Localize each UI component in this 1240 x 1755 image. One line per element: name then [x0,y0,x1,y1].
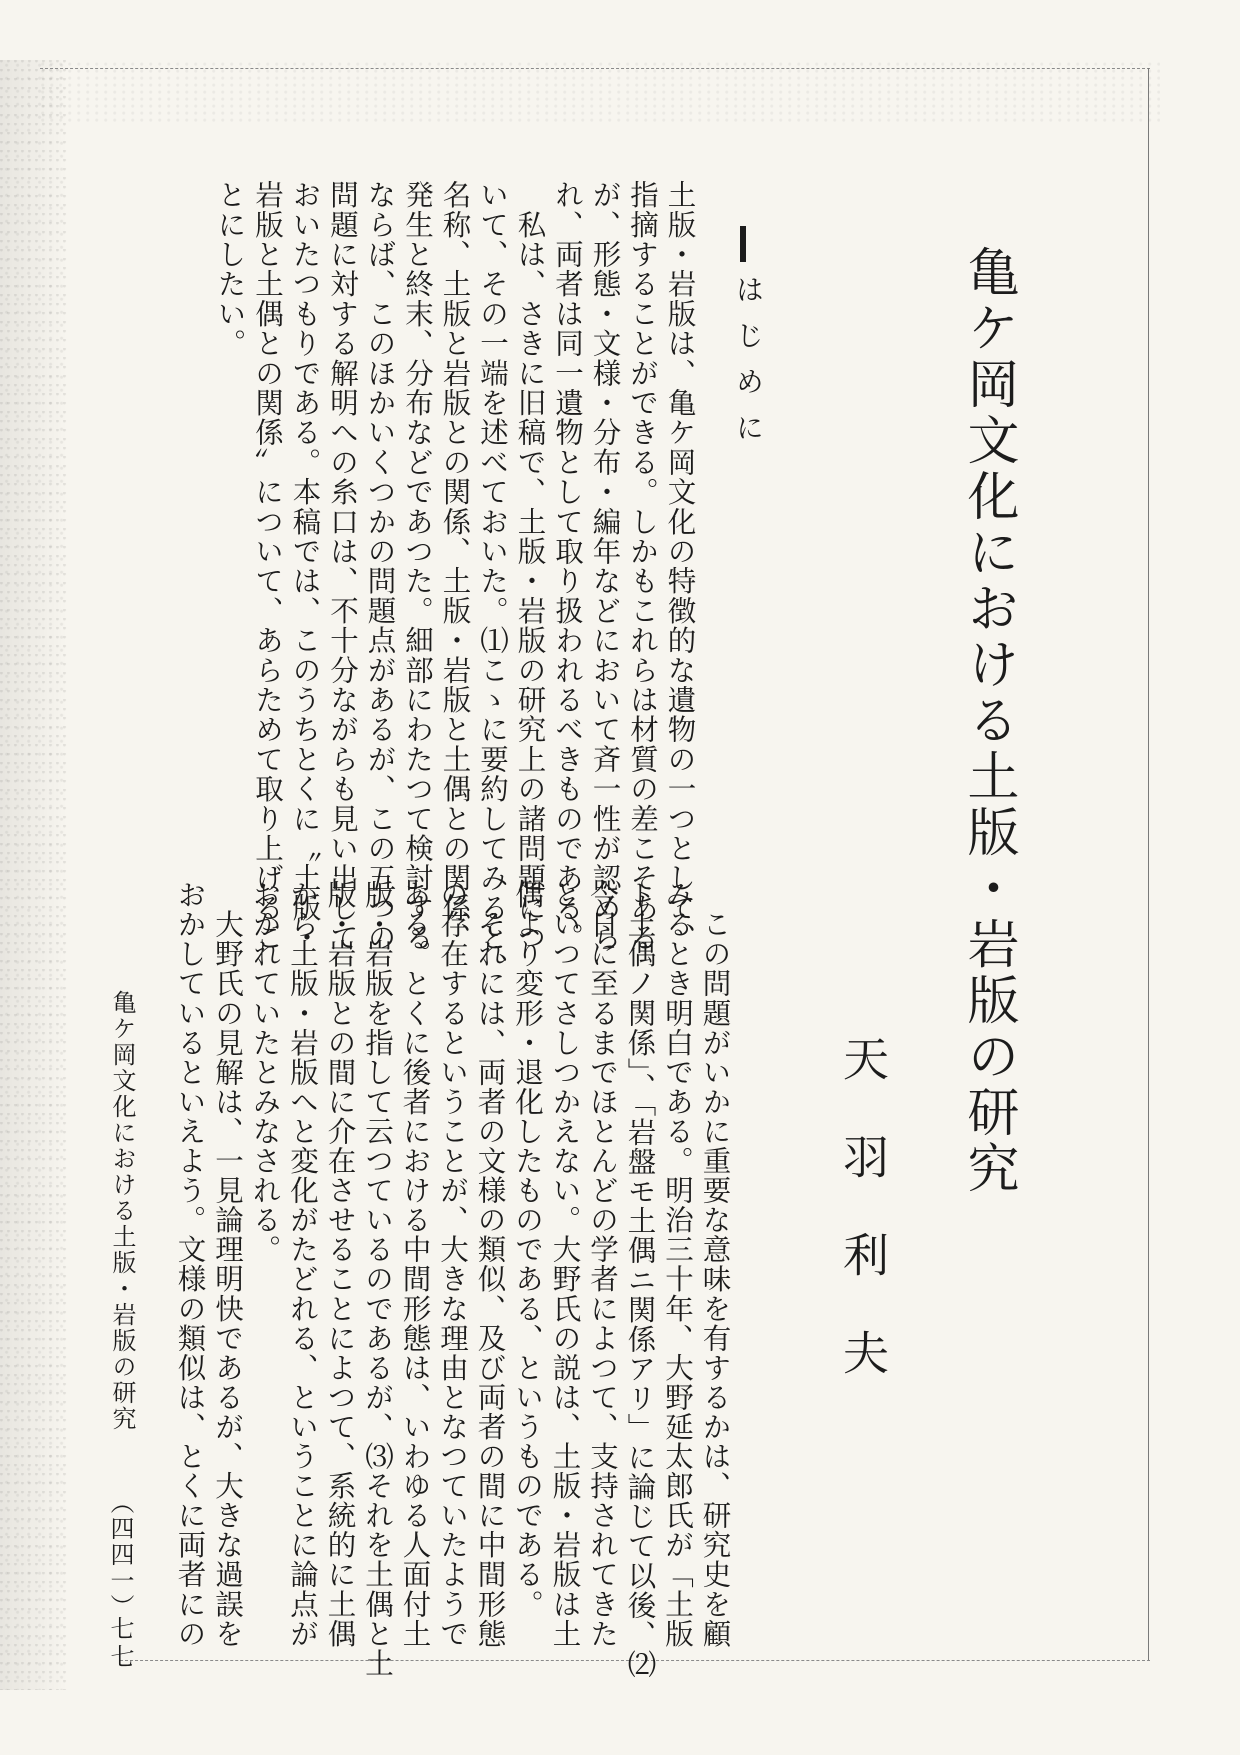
text-column: 版・岩版を指して云つているのであるが、⑶それを土偶と土 [361,880,394,1678]
text-column: 私は、さきに旧稿で、土版・岩版の研究上の諸問題につ [513,180,547,953]
text-column: 今日に至るまでほとんどの学者によつて、支持されてきた [586,880,619,1649]
section-heading: はじめに [732,275,765,459]
text-column: 偶より変形・退化したものである、というものである。 [511,880,544,1619]
text-column: おかれていたとみなされる。 [248,880,282,1265]
text-column: ある。とくに後者における中間形態は、いわゆる人面付土 [398,880,432,1649]
text-column: いて、その一端を述べておいた。⑴こゝに要約してみると、 [476,180,509,982]
running-title: 亀ケ岡文化における土版・岩版の研究 [108,990,136,1432]
text-column: おかしているといえよう。文様の類似は、とくに両者にの [173,880,207,1649]
text-column: 指摘することができる。しかもこれらは材質の差こそある [626,180,659,953]
text-column: から土版・岩版へと変化がたどれる、ということに論点が [286,880,319,1649]
text-column: の存在するということが、大きな理由となつていたようで [436,880,469,1649]
text-column: といつてさしつかえない。大野氏の説は、土版・岩版は土 [548,880,582,1649]
text-column: 土版・岩版は、亀ケ岡文化の特徴的な遺物の一つとして、 [663,180,697,953]
text-column: みるとき明白である。明治三十年、大野延太郎氏が「土版 [661,880,694,1649]
text-column: ならば、このほかいくつかの問題点があるが、この五つの [363,180,397,953]
text-column: とにしたい。 [213,180,247,359]
section-number [740,226,746,262]
text-column: おいたつもりである。本稿では、このうちとくに〝土版・ [288,180,322,953]
scan-top-noise [40,62,1160,122]
text-column: 発生と終末、分布などであつた。細部にわたつて検討する [401,180,434,953]
text-column: が、形態・文様・分布・編年などにおいて斉一性が認めら [588,180,622,953]
page-frame-right [1148,68,1149,1660]
scan-edge-noise [0,60,70,1690]
page-number-kanji: （四四一） [106,1490,134,1620]
article-title: 亀ケ岡文化における土版・岩版の研究 [958,245,1018,1197]
page-frame-top [40,68,1150,69]
text-column: 名称、土版と岩版との関係、土版・岩版と土偶との関係、 [438,180,472,953]
text-column: この問題がいかに重要な意味を有するかは、研究史を顧 [698,880,732,1649]
text-column: ト土偶ノ関係」、「岩盤モ土偶ニ関係アリ」に論じて以後、⑵ [623,880,657,1679]
text-column: 版・岩版との間に介在させることによつて、系統的に土偶 [323,880,357,1649]
body-text-upper [160,180,700,982]
article-author: 天羽利夫 [836,1035,890,1427]
text-column: 問題に対する解明への糸口は、不十分ながらも見い出して [326,180,359,953]
text-column: それには、両者の文様の類似、及び両者の間に中間形態 [473,880,507,1649]
page-number: 七七 [106,1616,134,1672]
body-text-lower [150,880,790,1679]
text-column: 大野氏の見解は、一見論理明快であるが、大きな過誤を [211,880,244,1649]
text-column: 岩版と土偶との関係〟について、あらためて取り上げるこ [251,180,284,953]
text-column: れ、両者は同一遺物として取り扱われるべきものである。 [551,180,584,953]
